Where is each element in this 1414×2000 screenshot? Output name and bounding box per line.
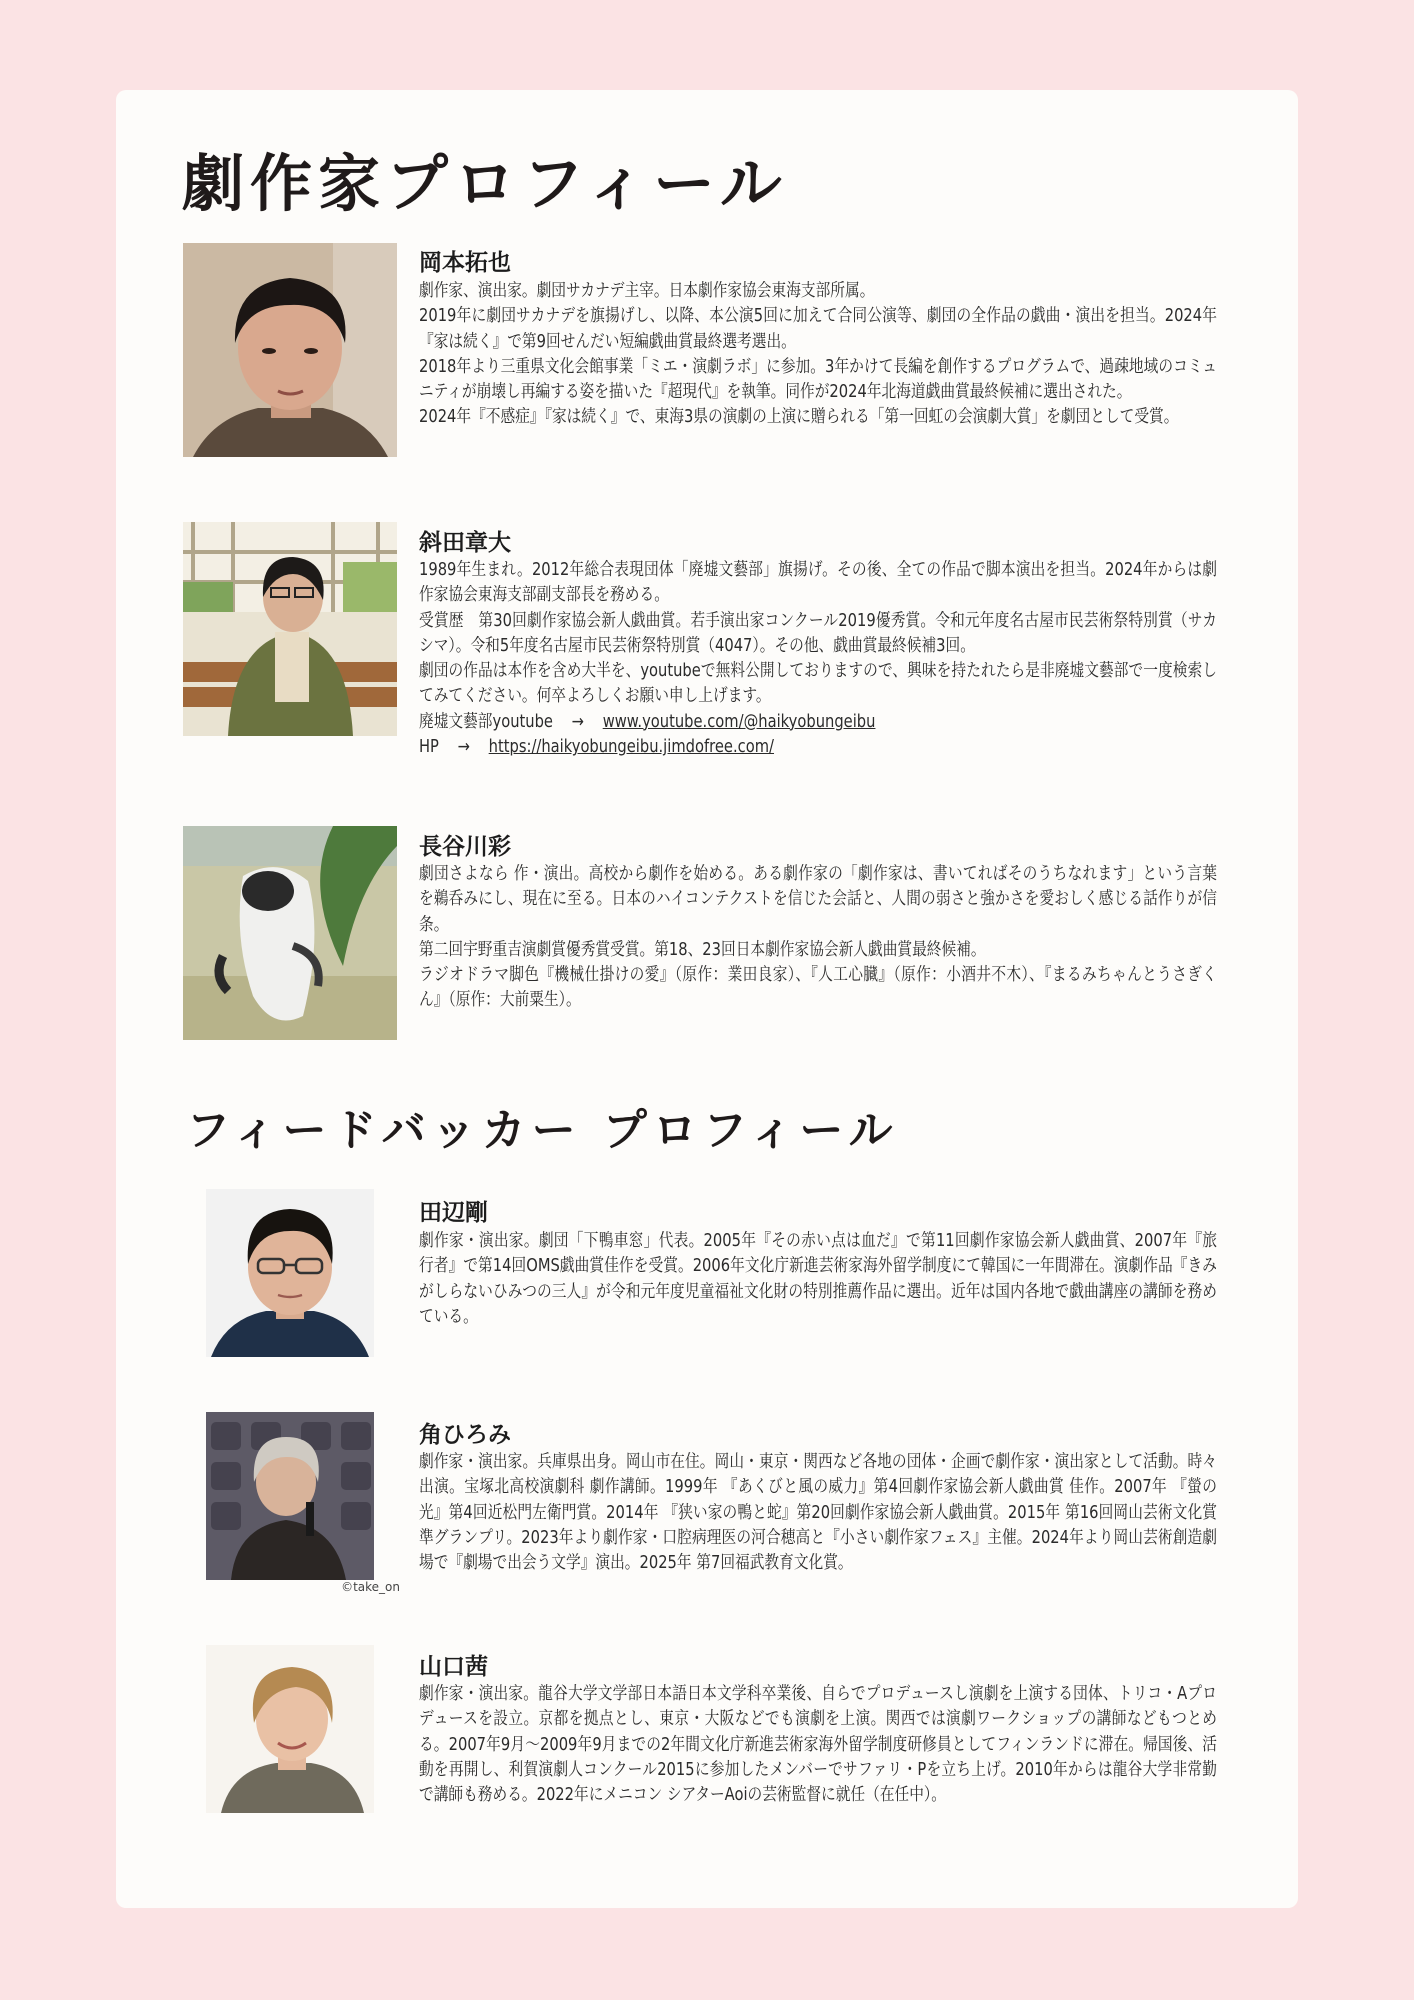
bio-paragraph: 1989年生まれ。2012年総合表現団体「廃墟文藝部」旗揚げ。その後、全ての作品で脚本演出を担当。2024年からは劇作家協会東海支部副支部長を務める。 bbox=[419, 560, 1217, 606]
portrait-photo-yamaguchi bbox=[206, 1645, 374, 1813]
homepage-link[interactable]: https://haikyobungeibu.jimdofree.com/ bbox=[488, 737, 775, 758]
bio-paragraph: 第二回宇野重吉演劇賞優秀賞受賞。第18、23回日本劇作家協会新人戯曲賞最終候補。 bbox=[419, 939, 986, 960]
playwrights-section-title: 劇作家プロフィール bbox=[182, 147, 788, 220]
bio-paragraph: 劇団の作品は本作を含め大半を、youtubeで無料公開しておりますので、興味を持たれたら是非廃墟文藝部で一度検索してみてください。何卒よろしくお願い申し上げます。 bbox=[419, 661, 1217, 707]
arrow-icon: → bbox=[571, 711, 584, 732]
playwright-bio bbox=[419, 558, 1217, 760]
feedbacker-name: 田辺剛 bbox=[419, 1200, 488, 1226]
portrait-photo-okamoto bbox=[183, 243, 397, 457]
homepage-link-row bbox=[419, 735, 1217, 760]
bio-paragraph: 2019年に劇団サカナデを旗揚げし、以降、本公演5回に加えて合同公演等、劇団の全作品の戯曲・演出を担当。2024年『家は続く』で第9回せんだい短編戯曲賞最終選考選出。 bbox=[419, 306, 1217, 352]
cat-photo-hasegawa bbox=[183, 826, 397, 1040]
portrait-photo-shada bbox=[183, 522, 397, 736]
link-label: HP bbox=[419, 737, 439, 758]
bio-paragraph: 劇作家・演出家。劇団「下鴨車窓」代表。2005年『その赤い点は血だ』で第11回劇作家協会新人戯曲賞、2007年『旅行者』で第14回OMS戯曲賞佳作を受賞。2006年文化庁新進芸術家海外留学制度にて韓国に一年間滞在。演劇作品『きみがしらないひみつの三人』が令和元年度児童福祉文化財の特別推薦作品に選出。近年は国内各地で戯曲講座の講師を務めている。 bbox=[419, 1231, 1217, 1327]
arrow-icon: → bbox=[457, 737, 470, 758]
playwright-bio bbox=[419, 862, 1217, 1014]
profile-card bbox=[116, 90, 1298, 1908]
bio-paragraph: 劇作家・演出家。兵庫県出身。岡山市在住。岡山・東京・関西など各地の団体・企画で劇作家・演出家として活動。時々出演。宝塚北高校演劇科 劇作講師。1999年 『あくびと風の威力』第4回劇作家協会新人戯曲賞 佳作。2007年 『螢の光』第4回近松門左衛門賞。2014年 『狭い家の鴨と蛇』第20回劇作家協会新人戯曲賞。2015年 第16回岡山芸術文化賞 準グランプリ。2023年より劇作家・口腔病理医の河合穂高と『小さい劇作家フェス』主催。2024年より岡山芸術創造劇場で『劇場で出会う文学』演出。2025年 第7回福武教育文化賞。 bbox=[419, 1452, 1217, 1574]
feedbacker-bio bbox=[419, 1229, 1217, 1330]
feedbacker-name: 山口茜 bbox=[419, 1654, 488, 1680]
portrait-photo-sumi bbox=[206, 1412, 374, 1580]
youtube-link-row bbox=[419, 710, 1217, 735]
feedbackers-section-title: フィードバッカー プロフィール bbox=[186, 1105, 899, 1156]
playwright-name: 長谷川彩 bbox=[419, 834, 511, 860]
portrait-photo-tanabe bbox=[206, 1189, 374, 1357]
bio-paragraph: 受賞歴 第30回劇作家協会新人戯曲賞。若手演出家コンクール2019優秀賞。令和元年度名古屋市民芸術祭特別賞（サカシマ）。令和5年度名古屋市民芸術祭特別賞（4047）。その他、戯曲賞最終候補3回。 bbox=[419, 610, 1217, 656]
feedbacker-name: 角ひろみ bbox=[419, 1422, 511, 1448]
bio-paragraph: ラジオドラマ脚色『機械仕掛けの愛』（原作：業田良家）、『人工心臓』（原作：小酒井不木）、『まるみちゃんとうさぎくん』（原作：大前粟生）。 bbox=[419, 965, 1217, 1011]
playwright-name: 岡本拓也 bbox=[419, 250, 511, 276]
bio-paragraph: 劇作家、演出家。劇団サカナデ主宰。日本劇作家協会東海支部所属。 bbox=[419, 281, 875, 301]
bio-paragraph: 劇作家・演出家。龍谷大学文学部日本語日本文学科卒業後、自らでプロデュースし演劇を上演する団体、トリコ・Aプロデュースを設立。京都を拠点とし、東京・大阪などでも演劇を上演。関西では演劇ワークショップの講師などもつとめる。2007年9月〜2009年9月までの2年間文化庁新進芸術家海外留学制度研修員としてフィンランドに滞在。帰国後、活動を再開し、利賀演劇人コンクール2015に参加したメンバーでサファリ・Pを立ち上げ。2010年からは龍谷大学非常勤で講師も務める。2022年にメニコン シアターAoiの芸術監督に就任（在任中）。 bbox=[419, 1684, 1217, 1806]
bio-paragraph: 2024年『不感症』『家は続く』で、東海3県の演劇の上演に贈られる「第一回虹の会演劇大賞」を劇団として受賞。 bbox=[419, 407, 1179, 428]
bio-paragraph: 2018年より三重県文化会館事業「ミエ・演劇ラボ」に参加。3年かけて長編を創作するプログラムで、過疎地域のコミュニティが崩壊し再編する姿を描いた『超現代』を執筆。同作が2024年北海道戯曲賞最終候補に選出された。 bbox=[419, 356, 1217, 403]
playwright-name: 斜田章大 bbox=[419, 530, 511, 556]
feedbacker-bio bbox=[419, 1682, 1217, 1808]
bio-paragraph: 劇団さよなら 作・演出。高校から劇作を始める。ある劇作家の「劇作家は、書いてればそのうちなれます」という言葉を鵜呑みにし、現在に至る。日本のハイコンテクストを信じた会話と、人間の弱さと強かさを愛おしく感じる話作りが信条。 bbox=[419, 864, 1217, 935]
photo-credit: ©take_on bbox=[341, 1580, 400, 1594]
youtube-link[interactable]: www.youtube.com/@haikyobungeibu bbox=[602, 711, 876, 732]
feedbacker-bio bbox=[419, 1450, 1217, 1576]
playwright-bio bbox=[419, 279, 1217, 431]
link-label: 廃墟文藝部youtube bbox=[419, 711, 553, 732]
